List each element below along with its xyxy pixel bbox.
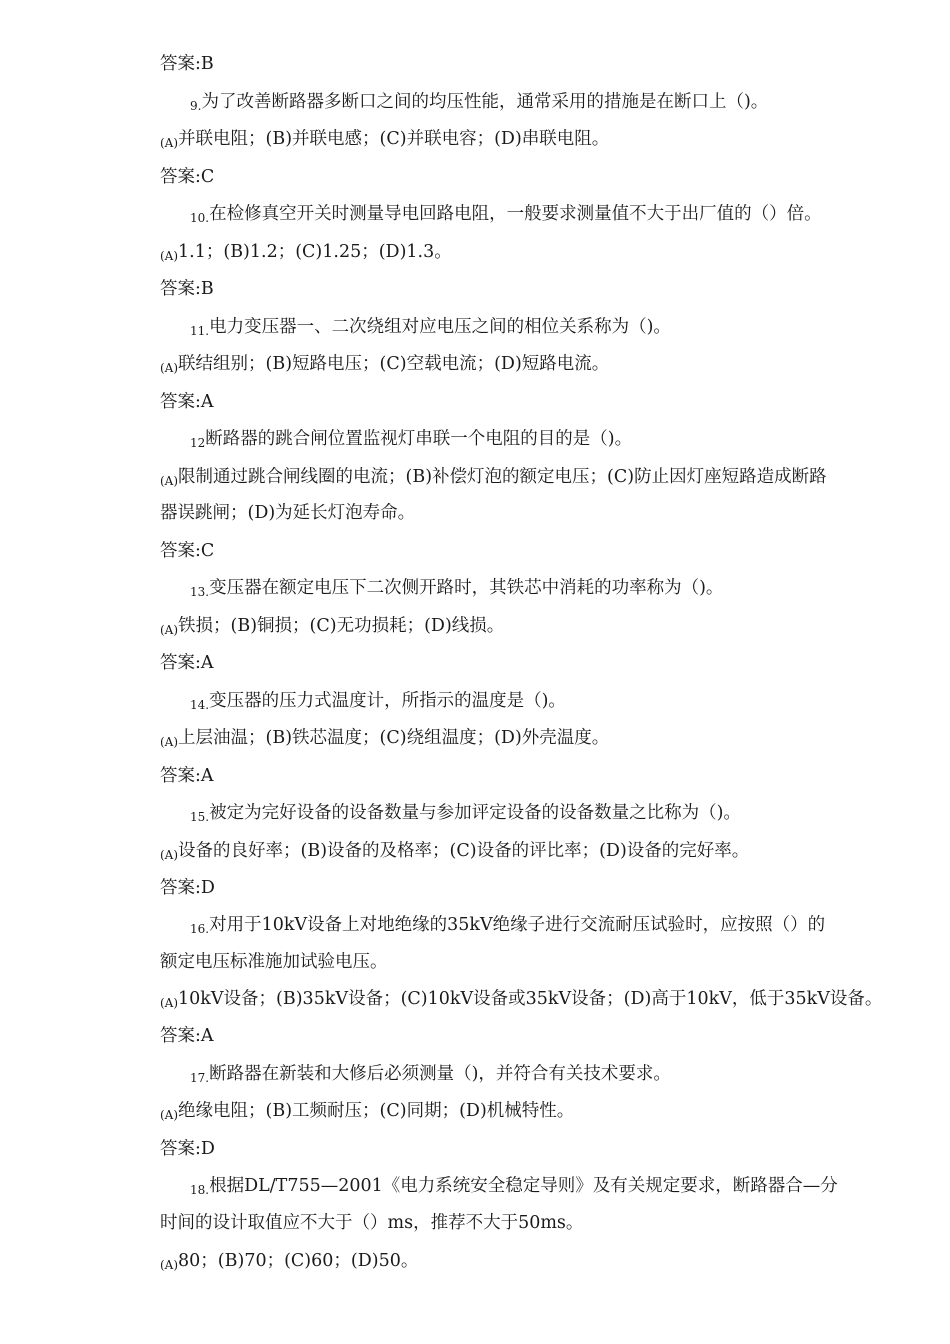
question-line [190,913,825,941]
answer-line [160,764,214,788]
answer-text: 答案:B [160,54,214,74]
question-line [190,1062,671,1090]
answer-text: 答案:B [160,279,214,299]
answer-text: 答案:D [160,878,215,898]
continuation-line [160,950,388,974]
options-line [160,726,609,754]
answer-text: 答案:A [160,392,214,412]
question-number: 17. [190,1071,210,1085]
option-lead: (A) [160,474,179,488]
options-line [160,1249,418,1277]
question-text: 在检修真空开关时测量导电回路电阻，一般要求测量值不大于出厂值的（）倍。 [209,204,822,224]
question-number: 12 [190,436,206,450]
question-text: 断路器的跳合闸位置监视灯串联一个电阻的目的是（)。 [205,429,633,449]
answer-line [160,539,214,563]
options-text: 联结组别；(B)短路电压；(C)空载电流；(D)短路电流。 [178,354,610,374]
answer-line [160,52,214,76]
options-line [160,1099,574,1127]
question-text: 电力变压器一、二次绕组对应电压之间的相位关系称为（)。 [209,317,671,337]
question-text: 根据DL/T755—2001《电力系统安全稳定导则》及有关规定要求，断路器合—分 [209,1176,838,1196]
question-line [190,315,671,343]
question-line [190,801,741,829]
answer-text: 答案:A [160,653,214,673]
question-number: 18. [190,1183,210,1197]
options-line [160,839,749,867]
option-lead: (A) [160,1258,179,1272]
question-number: 10. [190,211,210,225]
option-lead: (A) [160,735,179,749]
option-lead: (A) [160,249,179,263]
question-text: 变压器在额定电压下二次侧开路时，其铁芯中消耗的功率称为（)。 [209,578,724,598]
question-line [190,90,768,118]
options-text: 1.1；(B)1.2；(C)1.25；(D)1.3。 [178,242,452,262]
options-text: 铁损；(B)铜损；(C)无功损耗；(D)线损。 [178,616,505,636]
options-text: 上层油温；(B)铁芯温度；(C)绕组温度；(D)外壳温度。 [178,728,610,748]
options-text: 限制通过跳合闸线圈的电流；(B)补偿灯泡的额定电压；(C)防止因灯座短路造成断路 [178,467,827,487]
answer-text: 答案:A [160,766,214,786]
question-line [190,427,632,455]
options-line [160,465,827,493]
question-text: 被定为完好设备的设备数量与参加评定设备的设备数量之比称为（)。 [209,803,741,823]
continuation-text: 时间的设计取值应不大于（）ms，推荐不大于50ms。 [160,1213,584,1233]
answer-text: 答案:C [160,541,215,561]
continuation-line [160,501,415,525]
option-lead: (A) [160,848,179,862]
option-lead: (A) [160,1108,179,1122]
question-number: 9. [190,99,202,113]
answer-line [160,1024,214,1048]
options-line [160,127,609,155]
option-lead: (A) [160,996,179,1010]
answer-text: 答案:A [160,1026,214,1046]
answer-text: 答案:C [160,167,215,187]
options-text: 80；(B)70；(C)60；(D)50。 [178,1251,419,1271]
options-text: 10kV设备；(B)35kV设备；(C)10kV设备或35kV设备；(D)高于10kV，低于35kV设备。 [178,989,883,1009]
options-line [160,352,609,380]
continuation-text: 额定电压标准施加试验电压。 [160,952,388,972]
continuation-line [160,1211,583,1235]
option-lead: (A) [160,361,179,375]
options-line [160,614,504,642]
question-text: 断路器在新装和大修后必须测量（)，并符合有关技术要求。 [209,1064,671,1084]
options-text: 绝缘电阻；(B)工频耐压；(C)同期；(D)机械特性。 [178,1101,575,1121]
answer-text: 答案:D [160,1139,215,1159]
question-number: 14. [190,698,210,712]
question-line [190,689,566,717]
answer-line [160,165,214,189]
question-number: 13. [190,585,210,599]
question-number: 11. [190,324,210,338]
question-number: 15. [190,810,210,824]
options-line [160,987,882,1015]
answer-line [160,277,214,301]
option-lead: (A) [160,623,179,637]
question-text: 为了改善断路器多断口之间的均压性能，通常采用的措施是在断口上（)。 [201,92,769,112]
question-text: 变压器的压力式温度计，所指示的温度是（)。 [209,691,566,711]
question-line [190,1174,838,1202]
option-lead: (A) [160,136,179,150]
options-text: 设备的良好率；(B)设备的及格率；(C)设备的评比率；(D)设备的完好率。 [178,841,750,861]
question-number: 16. [190,922,210,936]
question-line [190,576,723,604]
answer-line [160,1137,215,1161]
answer-line [160,876,215,900]
answer-line [160,651,214,675]
question-line [190,202,822,230]
options-line [160,240,452,268]
question-text: 对用于10kV设备上对地绝缘的35kV绝缘子进行交流耐压试验时，应按照（）的 [209,915,826,935]
answer-line [160,390,214,414]
continuation-text: 器误跳闸；(D)为延长灯泡寿命。 [160,503,416,523]
options-text: 并联电阻；(B)并联电感；(C)并联电容；(D)串联电阻。 [178,129,610,149]
